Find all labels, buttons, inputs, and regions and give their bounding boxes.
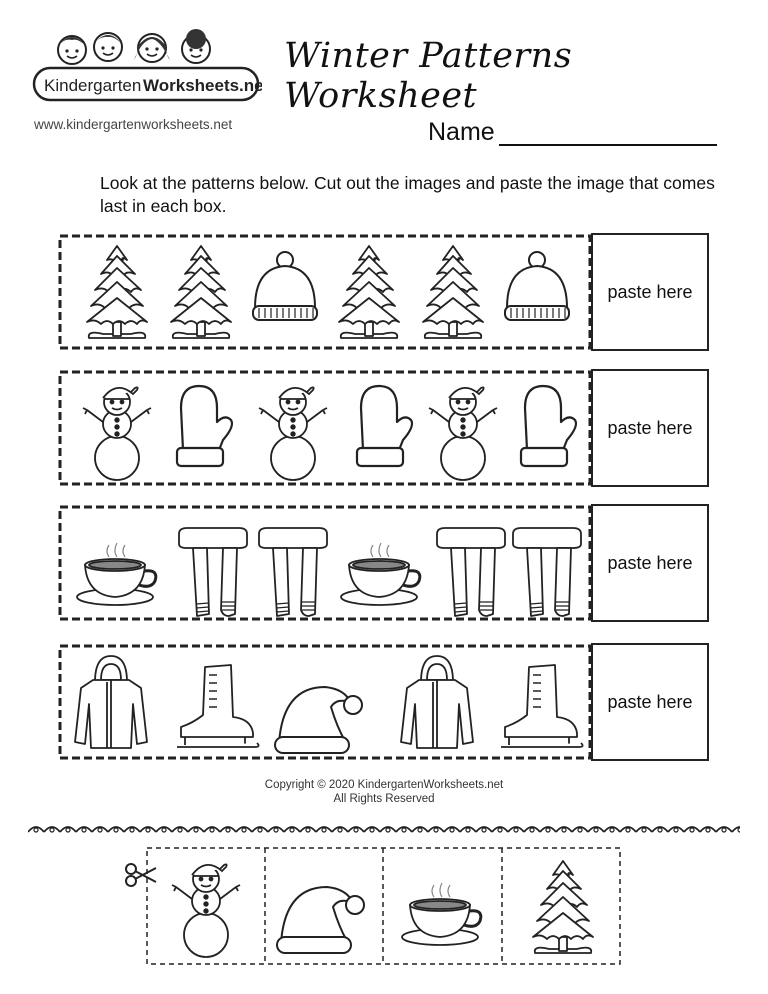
cocoa-cup-icon — [400, 853, 486, 953]
mitten-icon — [505, 378, 585, 478]
cutout-snowman[interactable] — [146, 847, 264, 965]
coat-icon — [71, 652, 151, 752]
instructions: Look at the patterns below. Cut out the images and paste the image that comes last in each box. — [100, 173, 715, 216]
scarf-icon — [173, 526, 253, 622]
coat-icon — [397, 652, 477, 752]
site-logo — [30, 26, 262, 112]
cocoa-cup-icon — [75, 513, 161, 613]
beanie-icon — [245, 242, 325, 342]
cutout-tree[interactable] — [503, 847, 621, 965]
logo-text-1: Kindergarten — [44, 76, 142, 95]
scarf-icon — [253, 526, 333, 622]
santa-hat-icon — [273, 667, 369, 757]
cut-line-border — [28, 822, 740, 836]
name-input-line[interactable] — [499, 144, 717, 146]
snowman-icon — [253, 378, 333, 484]
santa-hat-icon — [275, 867, 371, 957]
pattern-row-3 — [57, 504, 709, 622]
tree-icon — [329, 242, 409, 342]
mitten-icon — [341, 378, 421, 478]
tree-icon — [77, 242, 157, 342]
pattern-row-4 — [57, 643, 709, 761]
copyright-line-1: Copyright © 2020 KindergartenWorksheets.net — [264, 779, 504, 791]
snowman-icon — [166, 855, 246, 961]
paste-box-3[interactable]: paste here — [591, 504, 709, 622]
paste-box-1[interactable]: paste here — [591, 233, 709, 351]
mitten-icon — [161, 378, 241, 478]
cocoa-cup-icon — [339, 513, 425, 613]
site-url: www.kindergartenworksheets.net — [34, 117, 233, 132]
cutout-cocoa-cup[interactable] — [384, 847, 502, 965]
cutout-strip — [146, 847, 621, 965]
page-title: Winter Patterns Worksheet — [284, 36, 573, 116]
tree-icon — [161, 242, 241, 342]
cutout-santa-hat[interactable] — [265, 847, 383, 965]
paste-box-2[interactable]: paste here — [591, 369, 709, 487]
scarf-icon — [431, 526, 511, 622]
pattern-row-2 — [57, 369, 709, 487]
tree-icon — [413, 242, 493, 342]
pattern-row-1 — [57, 233, 709, 351]
name-label: Name — [428, 118, 495, 146]
snowman-icon — [423, 378, 503, 484]
tree-icon — [523, 857, 603, 957]
paste-box-4[interactable]: paste here — [591, 643, 709, 761]
snowman-icon — [77, 378, 157, 484]
beanie-icon — [497, 242, 577, 342]
logo-text-2: Worksheets.net — [143, 76, 262, 95]
ice-skate-icon — [499, 661, 589, 751]
copyright-line-2: All Rights Reserved — [333, 793, 435, 805]
copyright — [0, 778, 768, 806]
ice-skate-icon — [175, 661, 265, 751]
scarf-icon — [507, 526, 587, 622]
